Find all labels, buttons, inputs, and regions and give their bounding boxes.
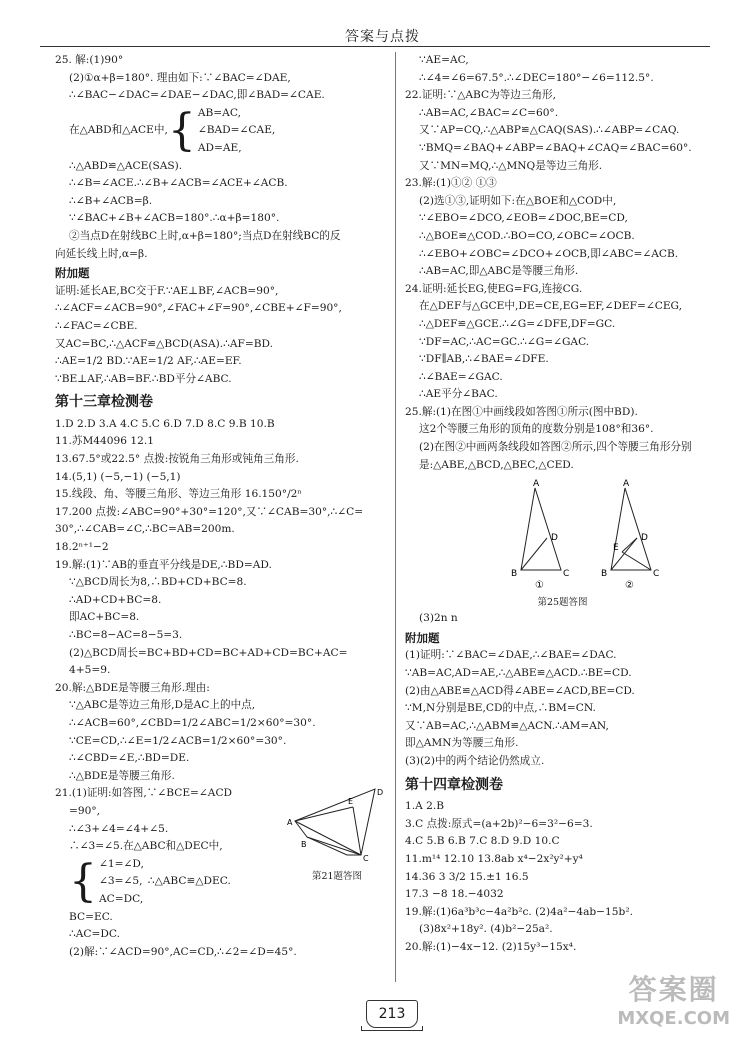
text-line: ∴AC=DC. [69,928,120,941]
extra-problem [405,647,720,770]
brace-items [99,856,144,909]
text-line: (3)(2)中的两个结论仍然成立. [405,755,545,767]
text-line: ∴∠4=∠6=67.5°.∴∠DEC=180°−∠6=112.5°. [419,71,654,84]
text-line: 又∵AB=AC,∴△ABM≌△ACN.∴AM=AN, [405,719,609,732]
text-line: 23.解:(1)①② ①③ [405,177,497,190]
brace-group [55,105,385,158]
text-line: ∴BC=8−AC=8−5=3. [69,629,183,641]
text-line: ∵AB=AC,AD=AE,∴△ABE≌△ACD.∴BE=CD. [405,667,632,680]
text-line: 这2个等腰三角形的顶角的度数分别是108°和36°. [419,423,654,436]
page-header [40,6,710,47]
text-line: ∴△BOE≌△COD.∴BO=CO,∠OBC=∠OCB. [419,229,635,242]
text-line: (2)选①③,证明如下:在△BOE和△COD中, [419,194,617,207]
fig25-2-label-c: C [653,569,660,580]
svg-text:A: A [287,818,293,828]
text-line: 20.解:△BDE是等腰三角形.理由: [55,681,210,694]
fig25-2-label-e: E [613,543,619,554]
text-line: 15.线段、角、等腰三角形、等边三角形 16.150°/2ⁿ [55,488,302,501]
figure-caption: 第21题答图 [311,870,363,882]
text-line: ∴AB=AC,∠BAC=∠C=60°. [419,106,559,119]
text-line: 17.3 −8 18.−4032 [405,888,504,901]
text-line: ∠1=∠D, [99,857,144,870]
text-line: BC=EC. [69,910,113,923]
figure-25 [405,478,720,610]
text-line: ∴AB=AC,即△ABC是等腰三角形. [419,265,579,278]
text-line: 4.C 5.B 6.B 7.C 8.D 9.D 10.C [405,835,560,848]
text-line: ∴∠BAE=∠GAC. [419,370,503,383]
fig25-1-number: ① [535,580,544,591]
text-line: 30°,∴∠CAB=∠C,∴BC=AB=200m. [55,523,235,536]
text-line: ②当点D在射线BC上时,α+β=180°;当点D在射线BC的反 [69,229,341,242]
brace-symbol: { [167,105,196,157]
text-line: 在△ABD和△ACE中, [69,124,168,137]
text-line: 13.67.5°或22.5° 点拨:按锐角三角形或钝角三角形. [55,453,299,466]
column-divider [395,52,396,982]
text-line: 24.证明:延长EG,使EG=FG,连接CG. [405,282,583,295]
text-line: 又∵AP=CQ,∴△ABP≌△CAQ(SAS).∴∠ABP=∠CAQ. [419,124,680,137]
text-line: 1.D 2.D 3.A 4.C 5.C 6.D 7.D 8.C 9.B 10.B [55,417,275,430]
extra-problem [55,283,385,389]
text-line: (2)在图②中画两条线段如答图②所示,四个等腰三角形分别 [419,441,692,454]
text-line: ∴∠CBD=∠E,∴BD=DE. [69,752,190,765]
text-line: (3)2n n [419,612,458,625]
text-line: (2)①α+β=180°. 理由如下:∵∠BAC=∠DAE, [69,71,291,84]
text-line: 25. 解:(1)90° [55,54,124,66]
text-line: 22.证明:∵△ABC为等边三角形, [405,89,557,102]
fig25-2-label-b: B [601,569,608,580]
text-line: ∴△DEF≌△GCE.∴∠G=∠DFE,DF=GC. [419,317,616,330]
text-line: 又AC=BC,∴△ACF≌△BCD(ASA).∴AF=BD. [55,337,273,350]
brace-symbol: { [69,856,97,908]
text-line: 21.(1)证明:如答图,∵∠BCE=∠ACD [55,787,233,800]
chapter-heading: 第十四章检测卷 [405,776,503,793]
text-line: 18.2ⁿ⁺¹−2 [55,541,109,554]
text-line: AC=DC, [99,892,144,905]
text-line: ∠3=∠5, [99,875,143,888]
figure-caption: 第25题答图 [537,597,588,609]
text-line: ∵BMQ=∠BAQ+∠ABP=∠BAQ+∠CAQ=∠BAC=60°. [419,141,692,154]
text-line: ∴AE=1/2 BD.∵AE=1/2 AF,∴AE=EF. [55,355,242,368]
left-column [55,52,385,961]
text-line: ∴∠ACF=∠ACB=90°,∠FAC+∠F=90°,∠CBE+∠F=90°, [55,302,342,315]
text-line: 14.36 3 3/2 15.±1 16.5 [405,870,529,883]
text-line: 14.(5,1) (−5,−1) (−5,1) [55,470,181,483]
chapter-heading: 第十三章检测卷 [55,394,153,411]
page-number: 213 [366,1000,418,1028]
text-line: 3.C 点拨:原式=(a+2b)²−6=3²−6=3. [405,817,593,830]
text-line: ∵DF∥AB,∴∠BAE=∠DFE. [419,353,549,366]
text-line: 向延长线上时,α=β. [55,247,148,260]
text-line: ∵M,N分别是BE,CD的中点,∴BM=CN. [405,702,596,715]
text-line: 1.A 2.B [405,800,445,813]
text-line: ∴∠3=∠5.在△ABC和△DEC中, [69,840,223,853]
text-line: 19.解:(1)6a³b³c−4a²b²c. (2)4a²−4ab−15b². [405,905,633,918]
fig25-1-label-d: D [551,533,558,544]
text-line: (2)由△ABE≌△ACD得∠ABE=∠ACD,BE=CD. [405,684,635,697]
header-title: 答案与点拨 [345,29,420,45]
text-line: 17.200 点拨:∠ABC=90°+30°=120°,又∵∠CAB=30°,∴∠C= [55,505,364,518]
text-line: ∵DF=AC,∴AC=GC.∴∠G=∠GAC. [419,335,590,348]
text-line: ∵△BCD周长为8,∴BD+CD+BC=8. [69,576,247,589]
fig25-1-label-c: C [563,569,570,580]
right-column [405,52,720,957]
fig25-1-label-b: B [511,569,518,580]
fig25-1-label-a: A [533,479,540,490]
figure-21-diagram [287,785,387,861]
watermark-url: MXQE.COM [617,1008,730,1029]
text-line: ∴△ABD≌△ACE(SAS). [69,159,183,172]
text-line: ∵△ABC是等边三角形,D是AC上的中点, [69,699,256,712]
fig25-2-number: ② [625,580,634,591]
text-line: ∴△ABC≌△DEC. [147,875,231,888]
figure-21 [287,785,387,882]
text-line: (1)证明:∵∠BAC=∠DAE,∴∠BAE=∠DAC. [405,649,617,662]
text-line: AD=AE, [197,141,242,154]
text-line: 即△AMN为等腰三角形. [405,737,519,750]
answer-25-part-a [55,52,385,263]
text-line: AB=AC, [197,106,241,119]
text-line: ∵CE=CD,∴∠E=1/2∠ACB=1/2×60°=30°. [69,734,287,747]
text-line: (2)△BCD周长=BC+BD+CD=BC+AD+CD=BC+AC= [69,646,348,659]
text-line: ∴∠B=∠ACE.∴∠B+∠ACB=∠ACE+∠ACB. [69,177,288,190]
figure-25-diagrams [485,478,685,590]
section-heading: 附加题 [405,630,440,645]
svg-text:D: D [377,788,384,798]
brace-items [198,105,275,158]
text-line: (2)解:∵∠ACD=90°,AC=CD,∴∠2=∠D=45°. [69,945,297,958]
svg-text:B: B [301,840,307,850]
text-line: ∠BAD=∠CAE, [197,124,276,137]
answer-21 [55,785,385,961]
text-line: =90°, [69,804,101,817]
chapter-13-answers [55,416,385,785]
watermark-logo: 答案圈 [628,973,719,1006]
text-line: ∴∠FAC=∠CBE. [55,319,138,332]
text-line: ∴AD+CD+BC=8. [69,593,162,606]
text-line: 即AC+BC=8. [69,611,140,624]
watermark [617,968,730,1029]
text-line: 25.解:(1)在图①中画线段如答图①所示(图中BD). [405,405,638,418]
text-line: 11.m¹⁴ 12.10 13.8ab x⁴−2x²y²+y⁴ [405,852,583,865]
text-line: ∴AE平分∠BAC. [419,388,498,401]
text-line: (3)8x²+18y². (4)b²−25a². [419,923,553,936]
fig25-2-label-a: A [623,479,630,490]
text-line: ∴∠3+∠4=∠4+∠5. [69,822,169,835]
text-line: ∴∠ACB=60°,∠CBD=1/2∠ABC=1/2×60°=30°. [69,716,316,729]
chapter-14-answers [405,798,720,956]
text-line: ∴∠BAC−∠DAC=∠DAE−∠DAC,即∠BAD=∠CAE. [69,89,325,102]
fig25-2-label-d: D [641,533,648,544]
svg-text:C: C [363,854,369,862]
text-line: 又∵MN=MQ,∴△MNQ是等边三角形. [419,159,603,172]
text-line: 是:△ABE,△BCD,△BEC,△CED. [419,458,574,471]
text-line: ∵∠BAC+∠B+∠ACB=180°.∴α+β=180°. [69,212,280,225]
text-line: 证明:延长AE,BC交于F.∵AE⊥BF,∠ACB=90°, [55,284,279,297]
text-line: ∵BE⊥AF,∴AB=BF.∴BD平分∠ABC. [55,372,232,385]
text-line: ∴∠EBO+∠OBC=∠DCO+∠OCB,即∠ABC=∠ACB. [419,247,679,260]
text-line: ∴∠B+∠ACB=β. [69,194,153,207]
answers-21-to-25 [405,52,720,474]
text-line: 19.解:(1)∵AB的垂直平分线是DE,∴BD=AD. [55,558,272,571]
text-line: 20.解:(1)−4x−12. (2)15y³−15x⁴. [405,940,577,953]
text-line: 11.苏M44096 12.1 [55,435,154,448]
section-heading: 附加题 [55,266,90,281]
text-line: ∴△BDE是等腰三角形. [69,769,175,782]
text-line: 4+5=9. [69,664,111,677]
text-line: ∵∠EBO=∠DCO,∠EOB=∠DOC,BE=CD, [419,212,628,225]
svg-text:E: E [348,797,354,807]
text-line: 在△DEF与△GCE中,DE=CE,EG=EF,∠DEF=∠CEG, [419,300,683,313]
text-line: ∵AE=AC, [419,54,469,66]
